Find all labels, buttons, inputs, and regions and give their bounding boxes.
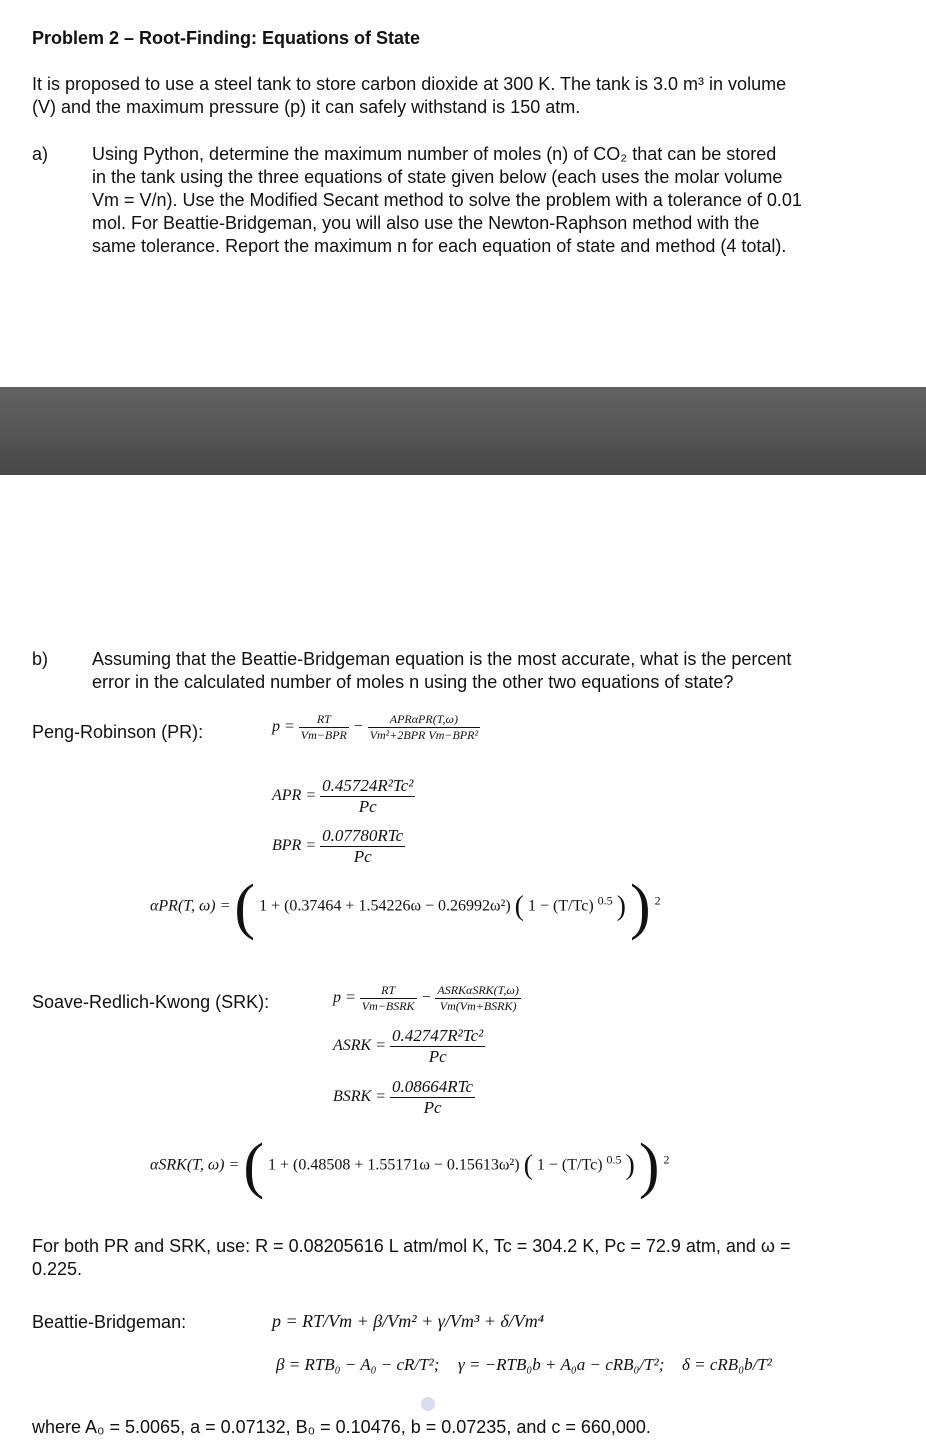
pr-exp-inner: 0.5 — [597, 893, 613, 908]
pr-b-lhs: BPR = — [272, 837, 317, 855]
bb-delta-equation: δ = cRB₀b/T² — [682, 1355, 772, 1374]
pr-term2: $\frac{\text{APRαPR(T,ω)}}{\text{Vm²+2BPR Vm−BPR²}}$ — [369, 712, 479, 742]
part-a-text — [92, 143, 872, 258]
pr-exp-outer: 2 — [654, 893, 661, 908]
pr-pressure-equation — [272, 712, 480, 743]
pr-a-equation — [272, 776, 415, 817]
srk-alpha-equation: αSRK(T, ω) = ( 1 + (0.48508 + 1.55171ω − 0.15613ω²) ( 1 − (T/Tc) $^{0.5}$ ) ) $^2$ — [150, 1132, 670, 1200]
intro-line-1: It is proposed to use a steel tank to store carbon dioxide at 300 K. The tank is 3.0 m³ in volume — [32, 74, 787, 94]
intro-line-2: (V) and the maximum pressure (p) it can safely withstand is 150 atm. — [32, 97, 581, 117]
srk-p-lhs: p = — [333, 989, 356, 1007]
srk-label: Soave-Redlich-Kwong (SRK): — [32, 992, 270, 1012]
pr-a-lhs: APR = — [272, 787, 317, 805]
srk-b-fraction: $\frac{\text{0.08664RTc}}{Pc}$ — [392, 1077, 474, 1117]
srk-term1: $\frac{RT}{\text{Vm−BSRK}}$ — [361, 983, 415, 1013]
part-a-line: mol. For Beattie-Bridgeman, you will also use the Newton-Raphson method with the — [92, 213, 760, 233]
part-b-text — [92, 648, 882, 694]
pr-label: Peng-Robinson (PR): — [32, 722, 204, 742]
problem-title: Problem 2 – Root-Finding: Equations of State — [32, 28, 421, 48]
srk-pressure-equation — [333, 983, 521, 1014]
part-b-line: error in the calculated number of moles n using the other two equations of state? — [92, 672, 734, 692]
constants-line-2: 0.225. — [32, 1259, 83, 1279]
srk-close-paren: ) — [638, 1132, 660, 1200]
srk-minus: − — [420, 989, 432, 1007]
srk-exp-outer: 2 — [663, 1152, 670, 1167]
srk-exp-inner: 0.5 — [606, 1152, 622, 1167]
srk-alpha-lhs: αSRK(T, ω) = — [150, 1156, 240, 1174]
decorative-dot — [421, 1397, 435, 1411]
srk-a-fraction: $\frac{\text{0.42747R²Tc²}}{Pc}$ — [392, 1026, 484, 1066]
bb-label: Beattie-Bridgeman: — [32, 1312, 187, 1332]
srk-term2: $\frac{\text{ASRKαSRK(T,ω)}}{\text{Vm(Vm+BSRK)}}$ — [437, 983, 519, 1013]
pr-alpha-lhs: αPR(T, ω) = — [150, 897, 231, 915]
bb-gamma-equation: γ = −RTB₀b + A₀a − cRB₀/T²; — [458, 1355, 665, 1374]
part-b-label: b) — [32, 649, 49, 669]
pr-alpha-equation: αPR(T, ω) = ( 1 + (0.37464 + 1.54226ω − 0.26992ω²) ( 1 − (T/Tc) $^{0.5}$ ) ) $^2$ — [150, 873, 661, 941]
srk-b-equation — [333, 1077, 475, 1118]
pr-open-paren: ( — [234, 873, 256, 941]
srk-a-equation — [333, 1026, 485, 1067]
part-a-label: a) — [32, 144, 49, 164]
pr-alpha-tail: 1 − (T/Tc) — [527, 897, 594, 915]
bb-pressure-equation: p = RT/Vm + β/Vm² + γ/Vm³ + δ/Vm⁴ — [272, 1311, 545, 1331]
srk-open-paren: ( — [243, 1132, 264, 1200]
srk-a-lhs: ASRK = — [333, 1037, 387, 1055]
dark-band — [0, 387, 926, 475]
constants-line-1: For both PR and SRK, use: R = 0.08205616 L atm/mol K, Tc = 304.2 K, Pc = 72.9 atm, and ω = — [32, 1236, 791, 1256]
part-a-line: Using Python, determine the maximum number of moles (n) of CO₂ that can be stored — [92, 144, 777, 164]
part-a-line: Vm = V/n). Use the Modified Secant method to solve the problem with a tolerance of 0.01 — [92, 190, 802, 210]
part-a-line: same tolerance. Report the maximum n for each equation of state and method (4 total). — [92, 236, 787, 256]
pr-a-fraction: $\frac{\text{0.45724R²Tc²}}{Pc}$ — [322, 776, 414, 816]
pr-term1: $\frac{RT}{\text{Vm−BPR}}$ — [300, 712, 347, 742]
part-a-line: in the tank using the three equations of state given below (each uses the molar volume — [92, 167, 783, 187]
pr-close-paren: ) — [629, 873, 651, 941]
bb-constants-line: where A₀ = 5.0065, a = 0.07132, B₀ = 0.10476, b = 0.07235, and c = 660,000. — [32, 1417, 651, 1437]
pr-b-fraction: $\frac{\text{0.07780RTc}}{Pc}$ — [322, 826, 404, 866]
pr-minus: − — [352, 718, 364, 736]
bb-beta-equation: β = RTB₀ − A₀ − cR/T²; — [276, 1355, 440, 1374]
part-b-line: Assuming that the Beattie-Bridgeman equation is the most accurate, what is the percent — [92, 649, 792, 669]
srk-alpha-body: 1 + (0.48508 + 1.55171ω − 0.15613ω²) — [267, 1156, 520, 1174]
pr-alpha-body: 1 + (0.37464 + 1.54226ω − 0.26992ω²) — [259, 897, 511, 915]
pr-b-equation — [272, 826, 405, 867]
pr-p-lhs: p = — [272, 718, 295, 736]
srk-b-lhs: BSRK = — [333, 1088, 387, 1106]
srk-alpha-tail: 1 − (T/Tc) — [536, 1156, 603, 1174]
